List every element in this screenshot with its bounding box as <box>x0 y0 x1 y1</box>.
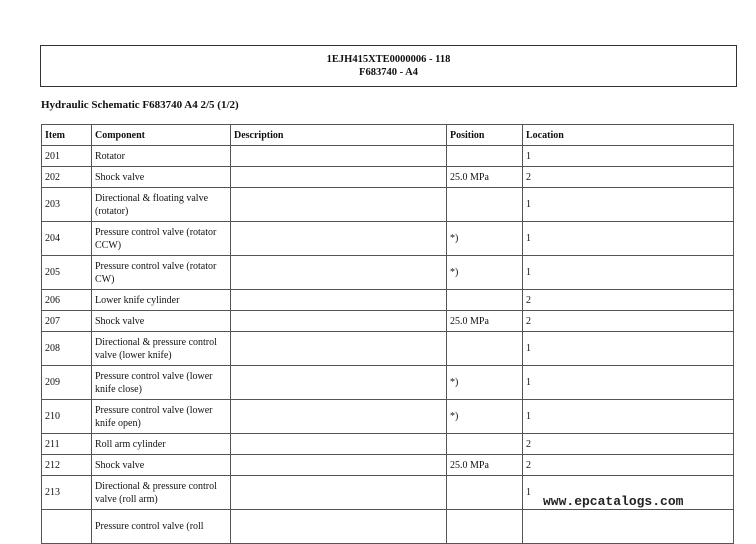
location-cell: 2 <box>523 455 734 476</box>
description-cell <box>231 290 447 311</box>
item-cell: 213 <box>42 476 92 510</box>
position-cell: 25.0 MPa <box>447 455 523 476</box>
position-cell <box>447 146 523 167</box>
component-cell: Shock valve <box>92 167 231 188</box>
description-cell <box>231 476 447 510</box>
item-cell: 211 <box>42 434 92 455</box>
column-header-component: Component <box>92 125 231 146</box>
position-cell <box>447 434 523 455</box>
position-cell: *) <box>447 366 523 400</box>
component-cell: Pressure control valve (lower knife close) <box>92 366 231 400</box>
table-row <box>42 434 734 455</box>
position-cell <box>447 188 523 222</box>
component-cell: Pressure control valve (rotator CCW) <box>92 222 231 256</box>
item-cell: 208 <box>42 332 92 366</box>
document-id: 1EJH415XTE0000006 - 118 <box>326 54 451 65</box>
item-cell: 205 <box>42 256 92 290</box>
component-cell: Directional & pressure control valve (roll arm) <box>92 476 231 510</box>
location-cell: 1 <box>523 256 734 290</box>
description-cell <box>231 311 447 332</box>
table-header-row <box>42 125 734 146</box>
item-cell: 206 <box>42 290 92 311</box>
location-cell: 2 <box>523 290 734 311</box>
table-row <box>42 400 734 434</box>
item-cell: 212 <box>42 455 92 476</box>
table-row <box>42 455 734 476</box>
description-cell <box>231 256 447 290</box>
description-cell <box>231 332 447 366</box>
component-cell: Lower knife cylinder <box>92 290 231 311</box>
description-cell <box>231 222 447 256</box>
table-row <box>42 167 734 188</box>
location-cell: 2 <box>523 311 734 332</box>
component-cell: Shock valve <box>92 311 231 332</box>
location-cell: 1 <box>523 222 734 256</box>
column-header-location: Location <box>523 125 734 146</box>
description-cell <box>231 146 447 167</box>
location-cell: 1 <box>523 400 734 434</box>
document-reference: F683740 - A4 <box>359 67 418 78</box>
table-row <box>42 222 734 256</box>
table-row <box>42 290 734 311</box>
position-cell <box>447 290 523 311</box>
table-row <box>42 510 734 544</box>
description-cell <box>231 366 447 400</box>
table-row <box>42 311 734 332</box>
location-cell: 1 <box>523 476 734 510</box>
table-row <box>42 188 734 222</box>
location-cell: 2 <box>523 434 734 455</box>
description-cell <box>231 188 447 222</box>
location-cell: 1 <box>523 146 734 167</box>
component-cell: Pressure control valve (roll <box>92 510 231 544</box>
item-cell: 209 <box>42 366 92 400</box>
item-cell: 202 <box>42 167 92 188</box>
component-cell: Shock valve <box>92 455 231 476</box>
position-cell: *) <box>447 222 523 256</box>
position-cell: 25.0 MPa <box>447 311 523 332</box>
item-cell: 203 <box>42 188 92 222</box>
position-cell: *) <box>447 256 523 290</box>
description-cell <box>231 510 447 544</box>
section-title: Hydraulic Schematic F683740 A4 2/5 (1/2) <box>41 99 239 111</box>
table-row <box>42 256 734 290</box>
item-cell: 210 <box>42 400 92 434</box>
component-cell: Rotator <box>92 146 231 167</box>
position-cell: *) <box>447 400 523 434</box>
position-cell: 25.0 MPa <box>447 167 523 188</box>
location-cell <box>523 510 734 544</box>
description-cell <box>231 455 447 476</box>
location-cell: 1 <box>523 332 734 366</box>
position-cell <box>447 510 523 544</box>
location-cell: 2 <box>523 167 734 188</box>
column-header-description: Description <box>231 125 447 146</box>
document-header-box <box>40 45 737 87</box>
location-cell: 1 <box>523 366 734 400</box>
description-cell <box>231 167 447 188</box>
component-cell: Pressure control valve (rotator CW) <box>92 256 231 290</box>
column-header-item: Item <box>42 125 92 146</box>
item-cell: 207 <box>42 311 92 332</box>
component-cell: Roll arm cylinder <box>92 434 231 455</box>
table-row <box>42 332 734 366</box>
position-cell <box>447 476 523 510</box>
description-cell <box>231 400 447 434</box>
table-row <box>42 146 734 167</box>
component-cell: Pressure control valve (lower knife open) <box>92 400 231 434</box>
parts-table <box>41 124 734 544</box>
description-cell <box>231 434 447 455</box>
table-row <box>42 366 734 400</box>
column-header-position: Position <box>447 125 523 146</box>
item-cell <box>42 510 92 544</box>
item-cell: 204 <box>42 222 92 256</box>
location-cell: 1 <box>523 188 734 222</box>
watermark-link[interactable]: www.epcatalogs.com <box>543 494 684 509</box>
component-cell: Directional & floating valve (rotator) <box>92 188 231 222</box>
position-cell <box>447 332 523 366</box>
component-cell: Directional & pressure control valve (lower knife) <box>92 332 231 366</box>
item-cell: 201 <box>42 146 92 167</box>
